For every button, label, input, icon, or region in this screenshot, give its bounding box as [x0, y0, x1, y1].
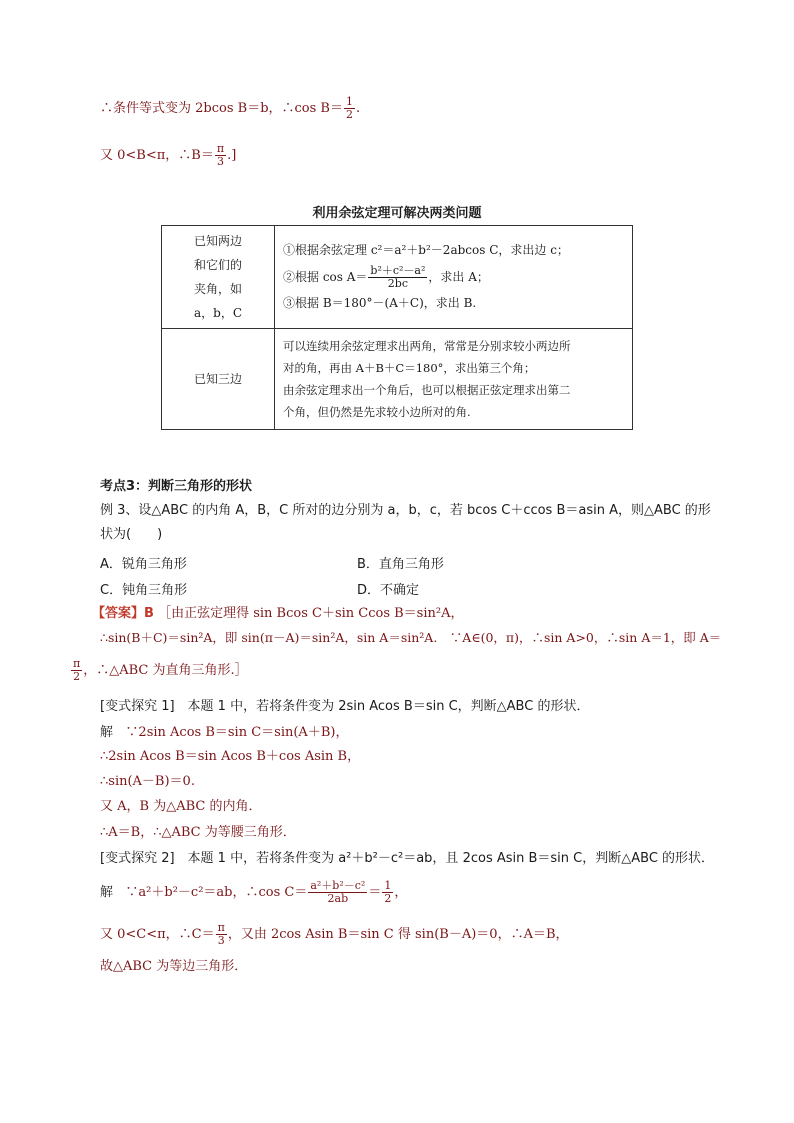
answer-line-3: $\frac{\pi}{2}$ ，∴△ABC 为直角三角形.］	[73, 657, 248, 683]
option-c: C．钝角三角形	[100, 583, 188, 598]
row-header: 已知三边	[162, 329, 275, 430]
example-line-2: 状为( )	[100, 527, 163, 542]
section-title: 考点3：判断三角形的形状	[100, 479, 253, 494]
variant-1-line-5: ∴A＝B，∴△ABC 为等腰三角形．	[100, 825, 296, 840]
variant-1-line-1: 解 ∵2sin Acos B＝sin C＝sin(A＋B)，	[100, 725, 349, 740]
fraction: $\frac{\text{a²＋b²－c²}}{2ab}$	[310, 879, 366, 905]
variant-1-line-3: ∴sin(A－B)＝0.	[100, 774, 195, 789]
row-body: ①根据余弦定理 c²＝a²＋b²－2abcos C，求出边 c； ②根据 cos A＝ $\frac{\text{b²＋c²－a²}}{2bc}$ ，求出 A； ③根据 B＝180°－(A＋C)，求出 B.	[275, 226, 633, 329]
variant-1-line-2: ∴2sin Acos B＝sin Acos B＋cos Asin B，	[100, 749, 361, 764]
answer-line-2: ∴sin(B＋C)＝sin²A，即 sin(π－A)＝sin²A，sin A＝sin²A. ∵A∈(0，π)，∴sin A>0，∴sin A＝1，即 A＝	[100, 630, 722, 645]
variant-1-title: [变式探究 1] 本题 1 中，若将条件变为 2sin Acos B＝sin C，判断△ABC 的形状．	[100, 699, 590, 714]
answer-tag: 【答案】B	[92, 606, 154, 621]
row-header: 已知两边 和它们的 夹角，如 a，b，C	[162, 226, 275, 329]
solution-line-2: 又 0<B<π，∴B＝ $\frac{\pi}{3}$ .]	[100, 142, 237, 168]
variant-2-line-3: 故△ABC 为等边三角形．	[100, 959, 248, 974]
table-row	[162, 226, 633, 329]
fraction: $\frac{\text{b²＋c²－a²}}{2bc}$	[370, 264, 426, 290]
cosine-law-table	[161, 225, 633, 430]
option-b: B．直角三角形	[357, 557, 444, 572]
solution-line-1: ∴条件等式变为 2bcos B＝b，∴cos B＝ $\frac{1}{2}$ .	[100, 95, 361, 121]
variant-2-line-1: 解 ∵a²＋b²－c²＝ab，∴cos C＝ $\frac{\text{a²＋b²－c²}}{2ab}$ ＝ $\frac{1}{2}$ ，	[100, 879, 408, 905]
answer-line-1: 【答案】B ［由正弦定理得 sin Bcos C＋sin Ccos B＝sin²A，	[92, 606, 464, 621]
row-body: 可以连续用余弦定理求出两角，常常是分别求较小两边所 对的角，再由 A＋B＋C＝180°，求出第三个角； 由余弦定理求出一个角后，也可以根据正弦定理求出第二 个角，但仍然是先求较小边所对的角.	[275, 329, 633, 430]
fraction: $\frac{1}{2}$	[384, 879, 392, 905]
table-title: 利用余弦定理可解决两类问题	[312, 206, 482, 221]
table-row	[162, 329, 633, 430]
fraction: $\frac{\pi}{2}$	[73, 657, 81, 683]
fraction: $\frac{\pi}{3}$	[217, 921, 225, 947]
variant-2-line-2: 又 0<C<π，∴C＝ $\frac{\pi}{3}$ ，又由 2cos Asin B＝sin C 得 sin(B－A)＝0，∴A＝B，	[100, 921, 569, 947]
example-line-1: 例 3、设△ABC 的内角 A，B，C 所对的边分别为 a，b，c，若 bcos C＋ccos B＝asin A，则△ABC 的形	[100, 503, 711, 518]
fraction: $\frac{\pi}{3}$	[216, 142, 225, 168]
option-d: D．不确定	[357, 583, 420, 598]
variant-2-title: [变式探究 2] 本题 1 中，若将条件变为 a²＋b²－c²＝ab，且 2cos Asin B＝sin C，判断△ABC 的形状．	[100, 851, 715, 866]
option-a: A．锐角三角形	[100, 557, 187, 572]
variant-1-line-4: 又 A，B 为△ABC 的内角．	[100, 799, 262, 814]
fraction: $\frac{1}{2}$	[345, 95, 353, 121]
